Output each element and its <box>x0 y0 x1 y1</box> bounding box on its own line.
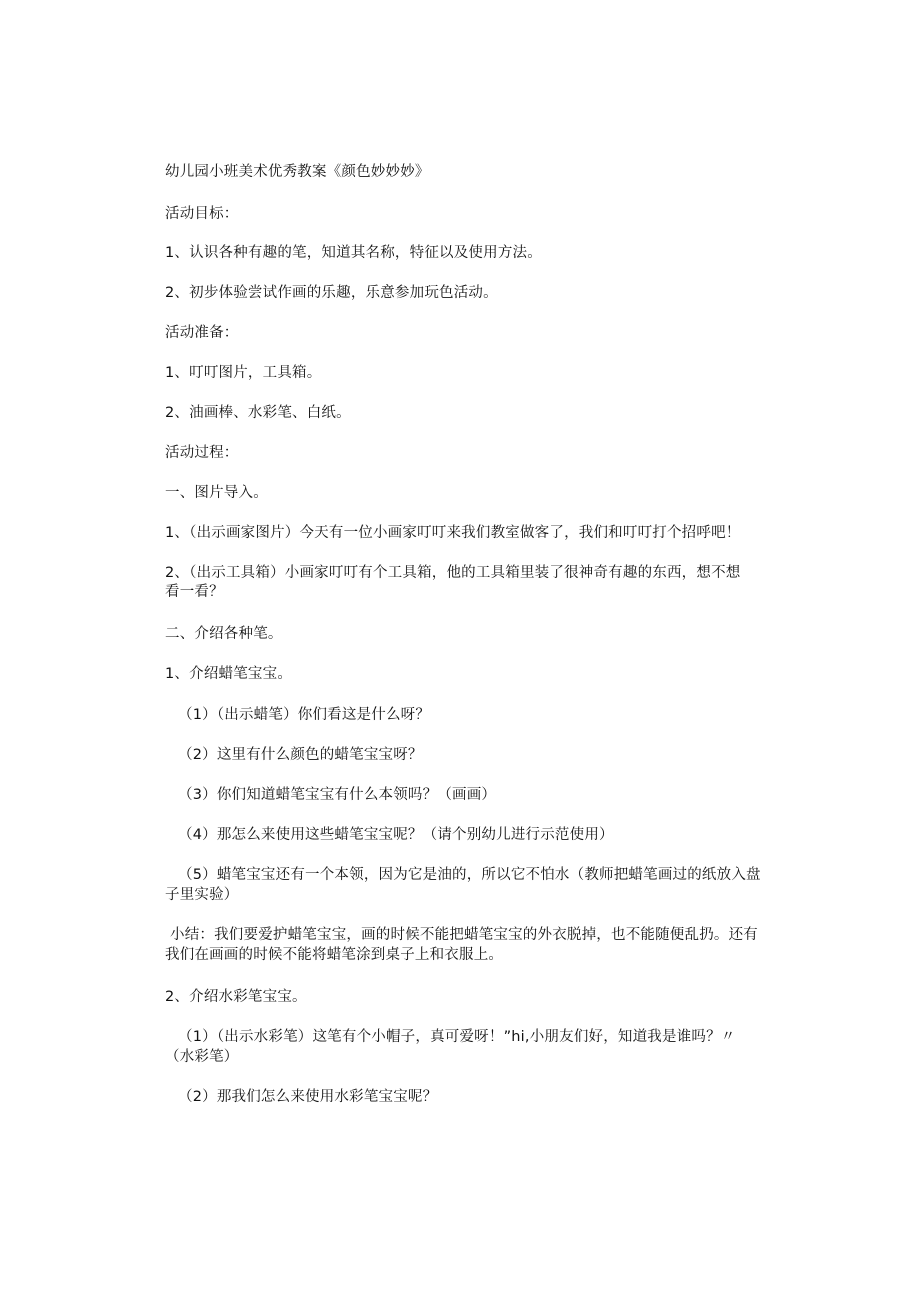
prep-heading: 活动准备： <box>165 325 239 341</box>
goal-item-1: 1、认识各种有趣的笔，知道其名称，特征以及使用方法。 <box>165 245 542 261</box>
marker-question-1-line-1: （1）（出示水彩笔）这笔有个小帽子，真可爱呀！”hi,小朋友们好，知道我是谁吗？〃 <box>178 1029 736 1045</box>
section-1-item-2-line-2: 看一看？ <box>165 584 224 600</box>
crayon-question-5-line-1: （5）蜡笔宝宝还有一个本领，因为它是油的，所以它不怕水（教师把蜡笔画过的纸放入盘 <box>178 867 761 883</box>
section-2-item-2: 2、介绍水彩笔宝宝。 <box>165 989 307 1005</box>
process-heading: 活动过程： <box>165 445 239 461</box>
section-2-item-1: 1、介绍蜡笔宝宝。 <box>165 666 293 682</box>
goal-item-2: 2、初步体验尝试作画的乐趣，乐意参加玩色活动。 <box>165 285 498 301</box>
section-1-item-1: 1、（出示画家图片）今天有一位小画家叮叮来我们教室做客了，我们和叮叮打个招呼吧！ <box>165 525 741 541</box>
prep-item-2: 2、油画棒、水彩笔、白纸。 <box>165 405 351 421</box>
summary-line-2: 我们在画画的时候不能将蜡笔涂到桌子上和衣服上。 <box>165 947 504 963</box>
section-heading-1: 一、图片导入。 <box>165 485 268 501</box>
prep-item-1: 1、叮叮图片，工具箱。 <box>165 365 322 381</box>
marker-question-2: （2）那我们怎么来使用水彩笔宝宝呢？ <box>178 1089 438 1105</box>
marker-question-1-line-2: （水彩笔） <box>165 1049 239 1065</box>
crayon-question-2: （2）这里有什么颜色的蜡笔宝宝呀？ <box>178 747 423 763</box>
document-title: 幼儿园小班美术优秀教案《颜色妙妙妙》 <box>165 164 430 180</box>
summary-line-1: 小结：我们要爱护蜡笔宝宝，画的时候不能把蜡笔宝宝的外衣脱掉，也不能随便乱扔。还有 <box>170 927 758 943</box>
section-1-item-2-line-1: 2、（出示工具箱）小画家叮叮有个工具箱，他的工具箱里装了很神奇有趣的东西，想不想 <box>165 565 741 581</box>
section-heading-2: 二、介绍各种笔。 <box>165 626 283 642</box>
crayon-question-3: （3）你们知道蜡笔宝宝有什么本领吗？（画画） <box>178 787 497 803</box>
crayon-question-4: （4）那怎么来使用这些蜡笔宝宝呢？（请个别幼儿进行示范使用） <box>178 827 614 843</box>
goals-heading: 活动目标： <box>165 206 239 222</box>
crayon-question-1: （1）（出示蜡笔）你们看这是什么呀？ <box>178 707 431 723</box>
crayon-question-5-line-2: 子里实验） <box>165 887 239 903</box>
